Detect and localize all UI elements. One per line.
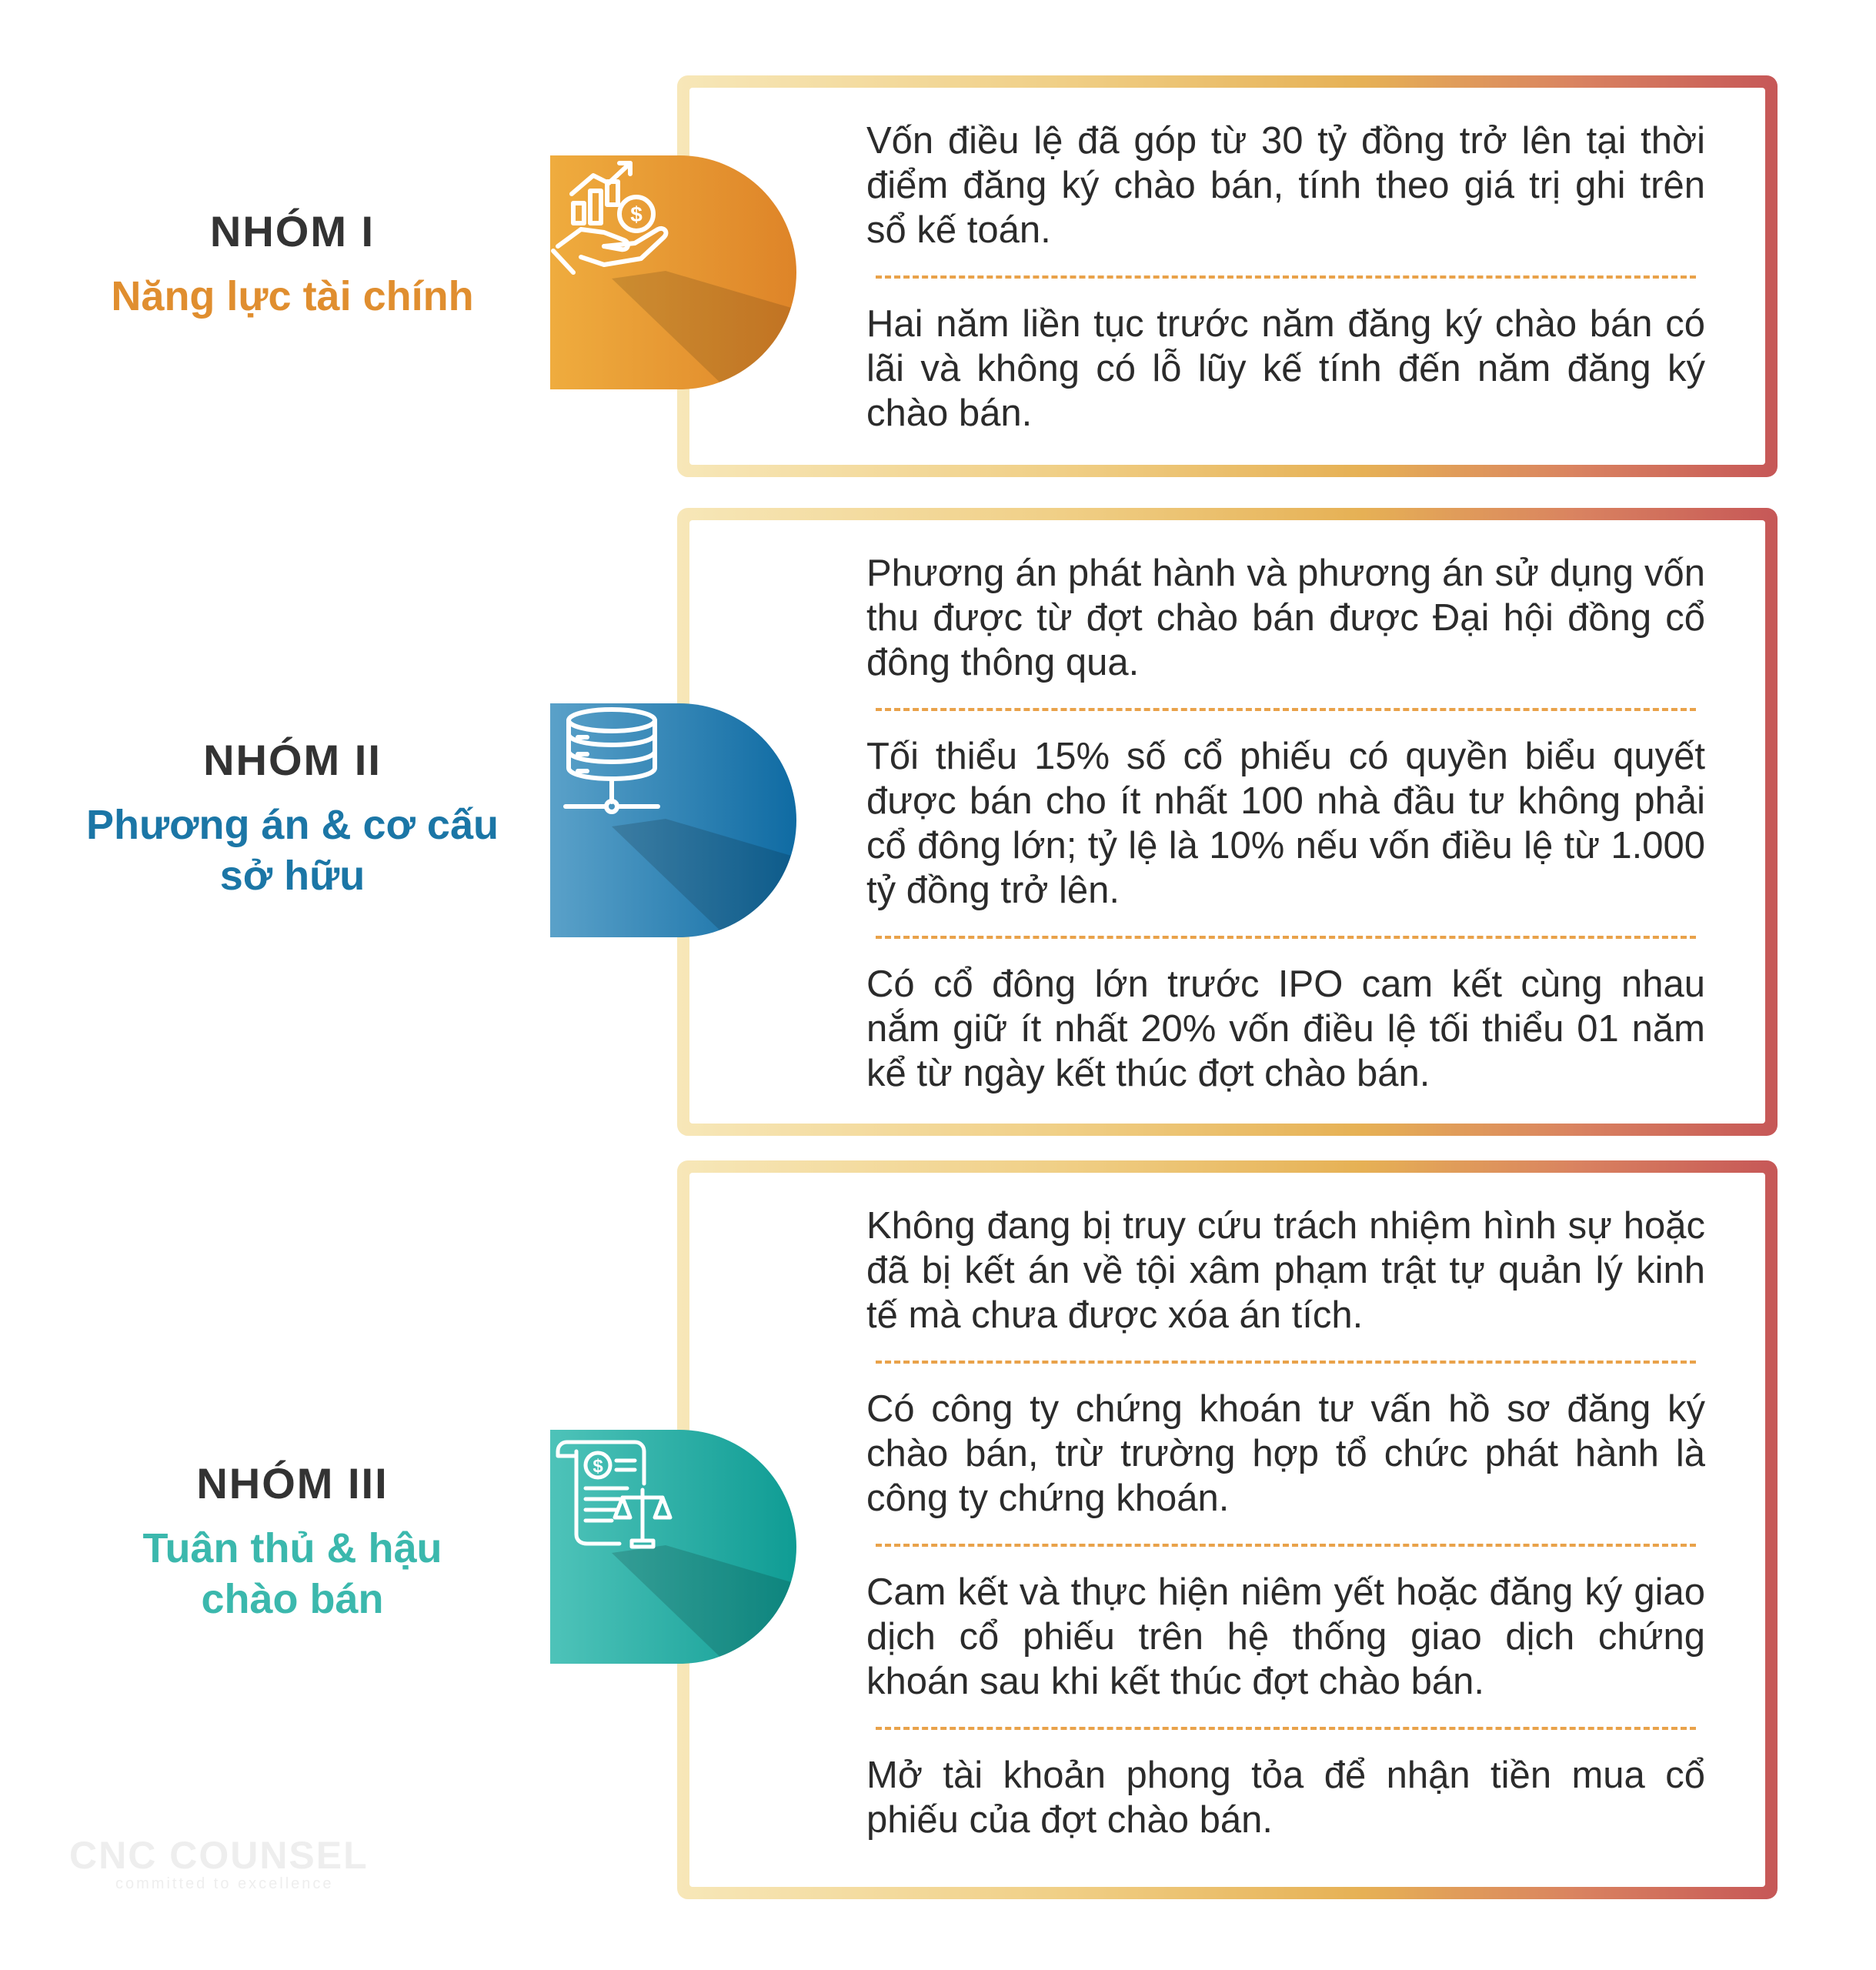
group-2-item-3: Có cổ đông lớn trước IPO cam kết cùng nhau nắm giữ ít nhất 20% vốn điều lệ tối thiểu 01 năm kể từ ngày kết thúc đợt chào bán. bbox=[866, 963, 1705, 1094]
group-3-card-body bbox=[689, 1173, 1765, 1887]
group-2-badge bbox=[550, 703, 796, 937]
divider bbox=[876, 275, 1696, 279]
group-2-label bbox=[31, 735, 554, 901]
divider bbox=[876, 708, 1696, 711]
svg-text:$: $ bbox=[630, 202, 643, 226]
divider bbox=[876, 936, 1696, 939]
divider bbox=[876, 1727, 1696, 1730]
database-server-icon bbox=[550, 703, 673, 826]
group-1-item-2: Hai năm liền tục trước năm đăng ký chào bán có lãi và không có lỗ lũy kế tính đến năm đăng ký chào bán. bbox=[866, 303, 1705, 434]
group-3-item-2: Có công ty chứng khoán tư vấn hồ sơ đăng ký chào bán, trừ trường hợp tổ chức phát hành là công ty chứng khoán. bbox=[866, 1388, 1705, 1519]
group-1-item-1: Vốn điều lệ đã góp từ 30 tỷ đồng trở lên tại thời điểm đăng ký chào bán, tính theo giá trị ghi trên sổ kế toán. bbox=[866, 120, 1705, 251]
divider bbox=[876, 1544, 1696, 1547]
divider bbox=[876, 1361, 1696, 1364]
group-3-title: Tuân thủ & hậu chào bán bbox=[142, 1525, 442, 1622]
group-1-label bbox=[31, 206, 554, 322]
group-3-item-1: Không đang bị truy cứu trách nhiệm hình sự hoặc đã bị kết án về tội xâm phạm trật tự quản lý kinh tế mà chưa được xóa án tích. bbox=[866, 1205, 1705, 1336]
watermark-tagline: committed to excellence bbox=[115, 1875, 334, 1892]
svg-text:$: $ bbox=[593, 1456, 603, 1477]
group-2-title: Phương án & cơ cấu sở hữu bbox=[86, 802, 499, 899]
group-3-item-4: Mở tài khoản phong tỏa để nhận tiền mua cổ phiếu của đợt chào bán. bbox=[866, 1755, 1705, 1841]
watermark-brand: CNC COUNSEL bbox=[69, 1834, 369, 1877]
group-3-badge bbox=[550, 1430, 796, 1664]
group-3-number: NHÓM III bbox=[196, 1459, 389, 1508]
legal-document-scales-icon bbox=[550, 1430, 673, 1553]
group-2-item-2: Tối thiểu 15% số cổ phiếu có quyền biểu quyết được bán cho ít nhất 100 nhà đầu tư không phải cổ đông lớn; tỷ lệ là 10% nếu vốn điều lệ từ 1.000 tỷ đồng trở lên. bbox=[866, 736, 1705, 911]
group-1-card-body bbox=[689, 88, 1765, 465]
brand-watermark bbox=[69, 1835, 369, 1892]
group-3-item-3: Cam kết và thực hiện niêm yết hoặc đăng ký giao dịch cổ phiếu trên hệ thống giao dịch chứng khoán sau khi kết thúc đợt chào bán. bbox=[866, 1571, 1705, 1702]
group-3-card bbox=[677, 1160, 1778, 1899]
group-1-number: NHÓM I bbox=[209, 207, 376, 255]
group-2-number: NHÓM II bbox=[203, 736, 382, 784]
group-1-card bbox=[677, 75, 1778, 477]
financial-growth-hand-icon bbox=[550, 155, 673, 279]
group-2-item-1: Phương án phát hành và phương án sử dụng vốn thu được từ đợt chào bán được Đại hội đồng cổ đông thông qua. bbox=[866, 553, 1705, 683]
group-2-card bbox=[677, 508, 1778, 1136]
group-1-badge bbox=[550, 155, 796, 389]
group-1-title: Năng lực tài chính bbox=[111, 273, 474, 319]
group-2-card-body bbox=[689, 520, 1765, 1124]
group-3-label bbox=[31, 1458, 554, 1624]
